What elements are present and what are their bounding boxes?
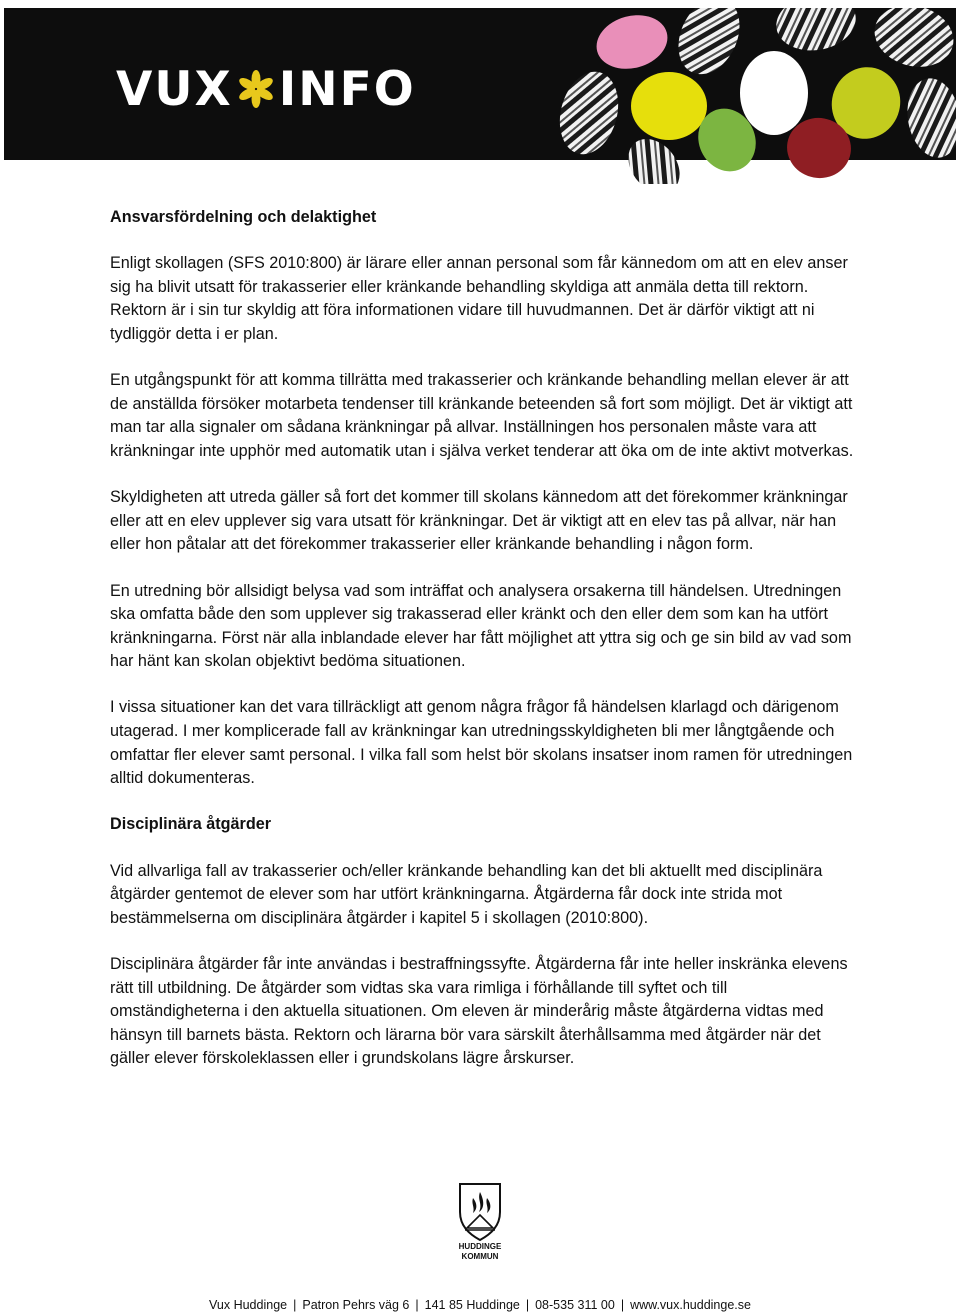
- footer-address: Patron Pehrs väg 6: [302, 1298, 410, 1312]
- section-heading-disciplinary: Disciplinära åtgärder: [110, 815, 272, 834]
- paragraph: I vissa situationer kan det vara tillräckligt att genom några frågor få händelsen klarlagd och därigenom utagerad. I mer komplicerade fall av kränkningar kan utredningsskyldigheten bli mer långtgående och omfattar fler elever samt personal. I vilka fall som helst bör skolans insatser inom ramen för utredningen alltid dokumenteras.: [110, 698, 853, 788]
- flower-star-icon: [236, 69, 276, 109]
- footer-separator: |: [293, 1298, 297, 1312]
- paragraph: Skyldigheten att utreda gäller så fort det kommer till skolans kännedom att det förekommer kränkningar eller att en elev upplever sig vara utsatt för kränkningar. Det är viktigt att en elev tas på allvar, när han eller hon påtalar att det förekommer trakasserier eller kränkande behandling i någon form.: [110, 488, 848, 554]
- paragraph: En utgångspunkt för att komma tillrätta med trakasserier och kränkande behandling mellan elever är att de anställda försöker motarbeta tendenser till kränkande beteenden så fort som möjligt. Det är viktigt att man tar alla signaler om sådana kränkningar på allvar. Inställningen hos personalen måste vara att kränkningar inte upphör med automatik utan i själva verket tenderar att öka om de inte aktivt motverkas.: [110, 371, 854, 460]
- paragraph: Disciplinära åtgärder får inte användas i bestraffningssyfte. Åtgärderna får inte heller inskränka elevens rätt till utbildning. De åtgärder som vidtas ska vara rimliga i förhållande till syftet och till omständigheterna i den aktuella situationen. Om eleven är minderårig måste åtgärderna vidtas med hänsyn till barnets bästa. Rektorn och lärarna bör vara särskilt återhållsamma med åtgärder när det gäller elever förskoleklassen eller i grundskolans lägre årskurser.: [110, 955, 848, 1068]
- paragraph: Enligt skollagen (SFS 2010:800) är lärare eller annan personal som får kännedom om att en elev anser sig ha blivit utsatt för trakasserier eller kränkande behandling skyldiga att anmäla detta till rektorn. Rektorn är i sin tur skyldig att föra informationen vidare till huvudmannen. Det är därför viktigt att ni tydliggör detta i er plan.: [110, 254, 848, 343]
- footer-separator: |: [525, 1298, 530, 1312]
- footer-org: Vux Huddinge: [209, 1298, 288, 1312]
- footer-postal: 141 85 Huddinge: [424, 1298, 520, 1312]
- footer-phone: 08-535 311 00: [535, 1298, 615, 1312]
- document-body: [110, 204, 855, 1071]
- header-banner: [4, 8, 956, 160]
- footer-website-link[interactable]: www.vux.huddinge.se: [630, 1298, 751, 1312]
- footer-separator: |: [415, 1298, 419, 1312]
- vux-info-logo: [116, 61, 416, 117]
- logo-name-line1: HUDDINGE: [458, 1242, 502, 1251]
- footer-separator: |: [620, 1298, 625, 1312]
- paragraph: Vid allvarliga fall av trakasserier och/eller kränkande behandling kan det bli aktuellt med disciplinära åtgärder gentemot de elever som har utfört kränkningarna. Åtgärderna får dock inte strida mot bestämmelserna om disciplinära åtgärder i kapitel 5 i skollagen (2010:800).: [110, 861, 823, 927]
- paragraph: En utredning bör allsidigt belysa vad som inträffat och analysera orsakerna till händelsen. Utredningen ska omfatta både den som upplever sig trakasserad eller kränkt och den eller dem som kan ha utfört kränkningarna. Först när alla inblandade elever har fått möjlighet att yttra sig och ge sin bild av vad som har hänt kan skolan objektivt bedöma situationen.: [110, 581, 852, 671]
- logo-name-line2: KOMMUN: [461, 1252, 499, 1261]
- huddinge-kommun-logo: [452, 1182, 508, 1268]
- municipal-crest-icon: [457, 1182, 503, 1242]
- footer-contact-line: [0, 1298, 960, 1312]
- section-heading-responsibility: Ansvarsfördelning och delaktighet: [110, 208, 377, 226]
- logo-text-vux: VUX: [116, 61, 233, 117]
- logo-text-info: INFO: [278, 61, 416, 117]
